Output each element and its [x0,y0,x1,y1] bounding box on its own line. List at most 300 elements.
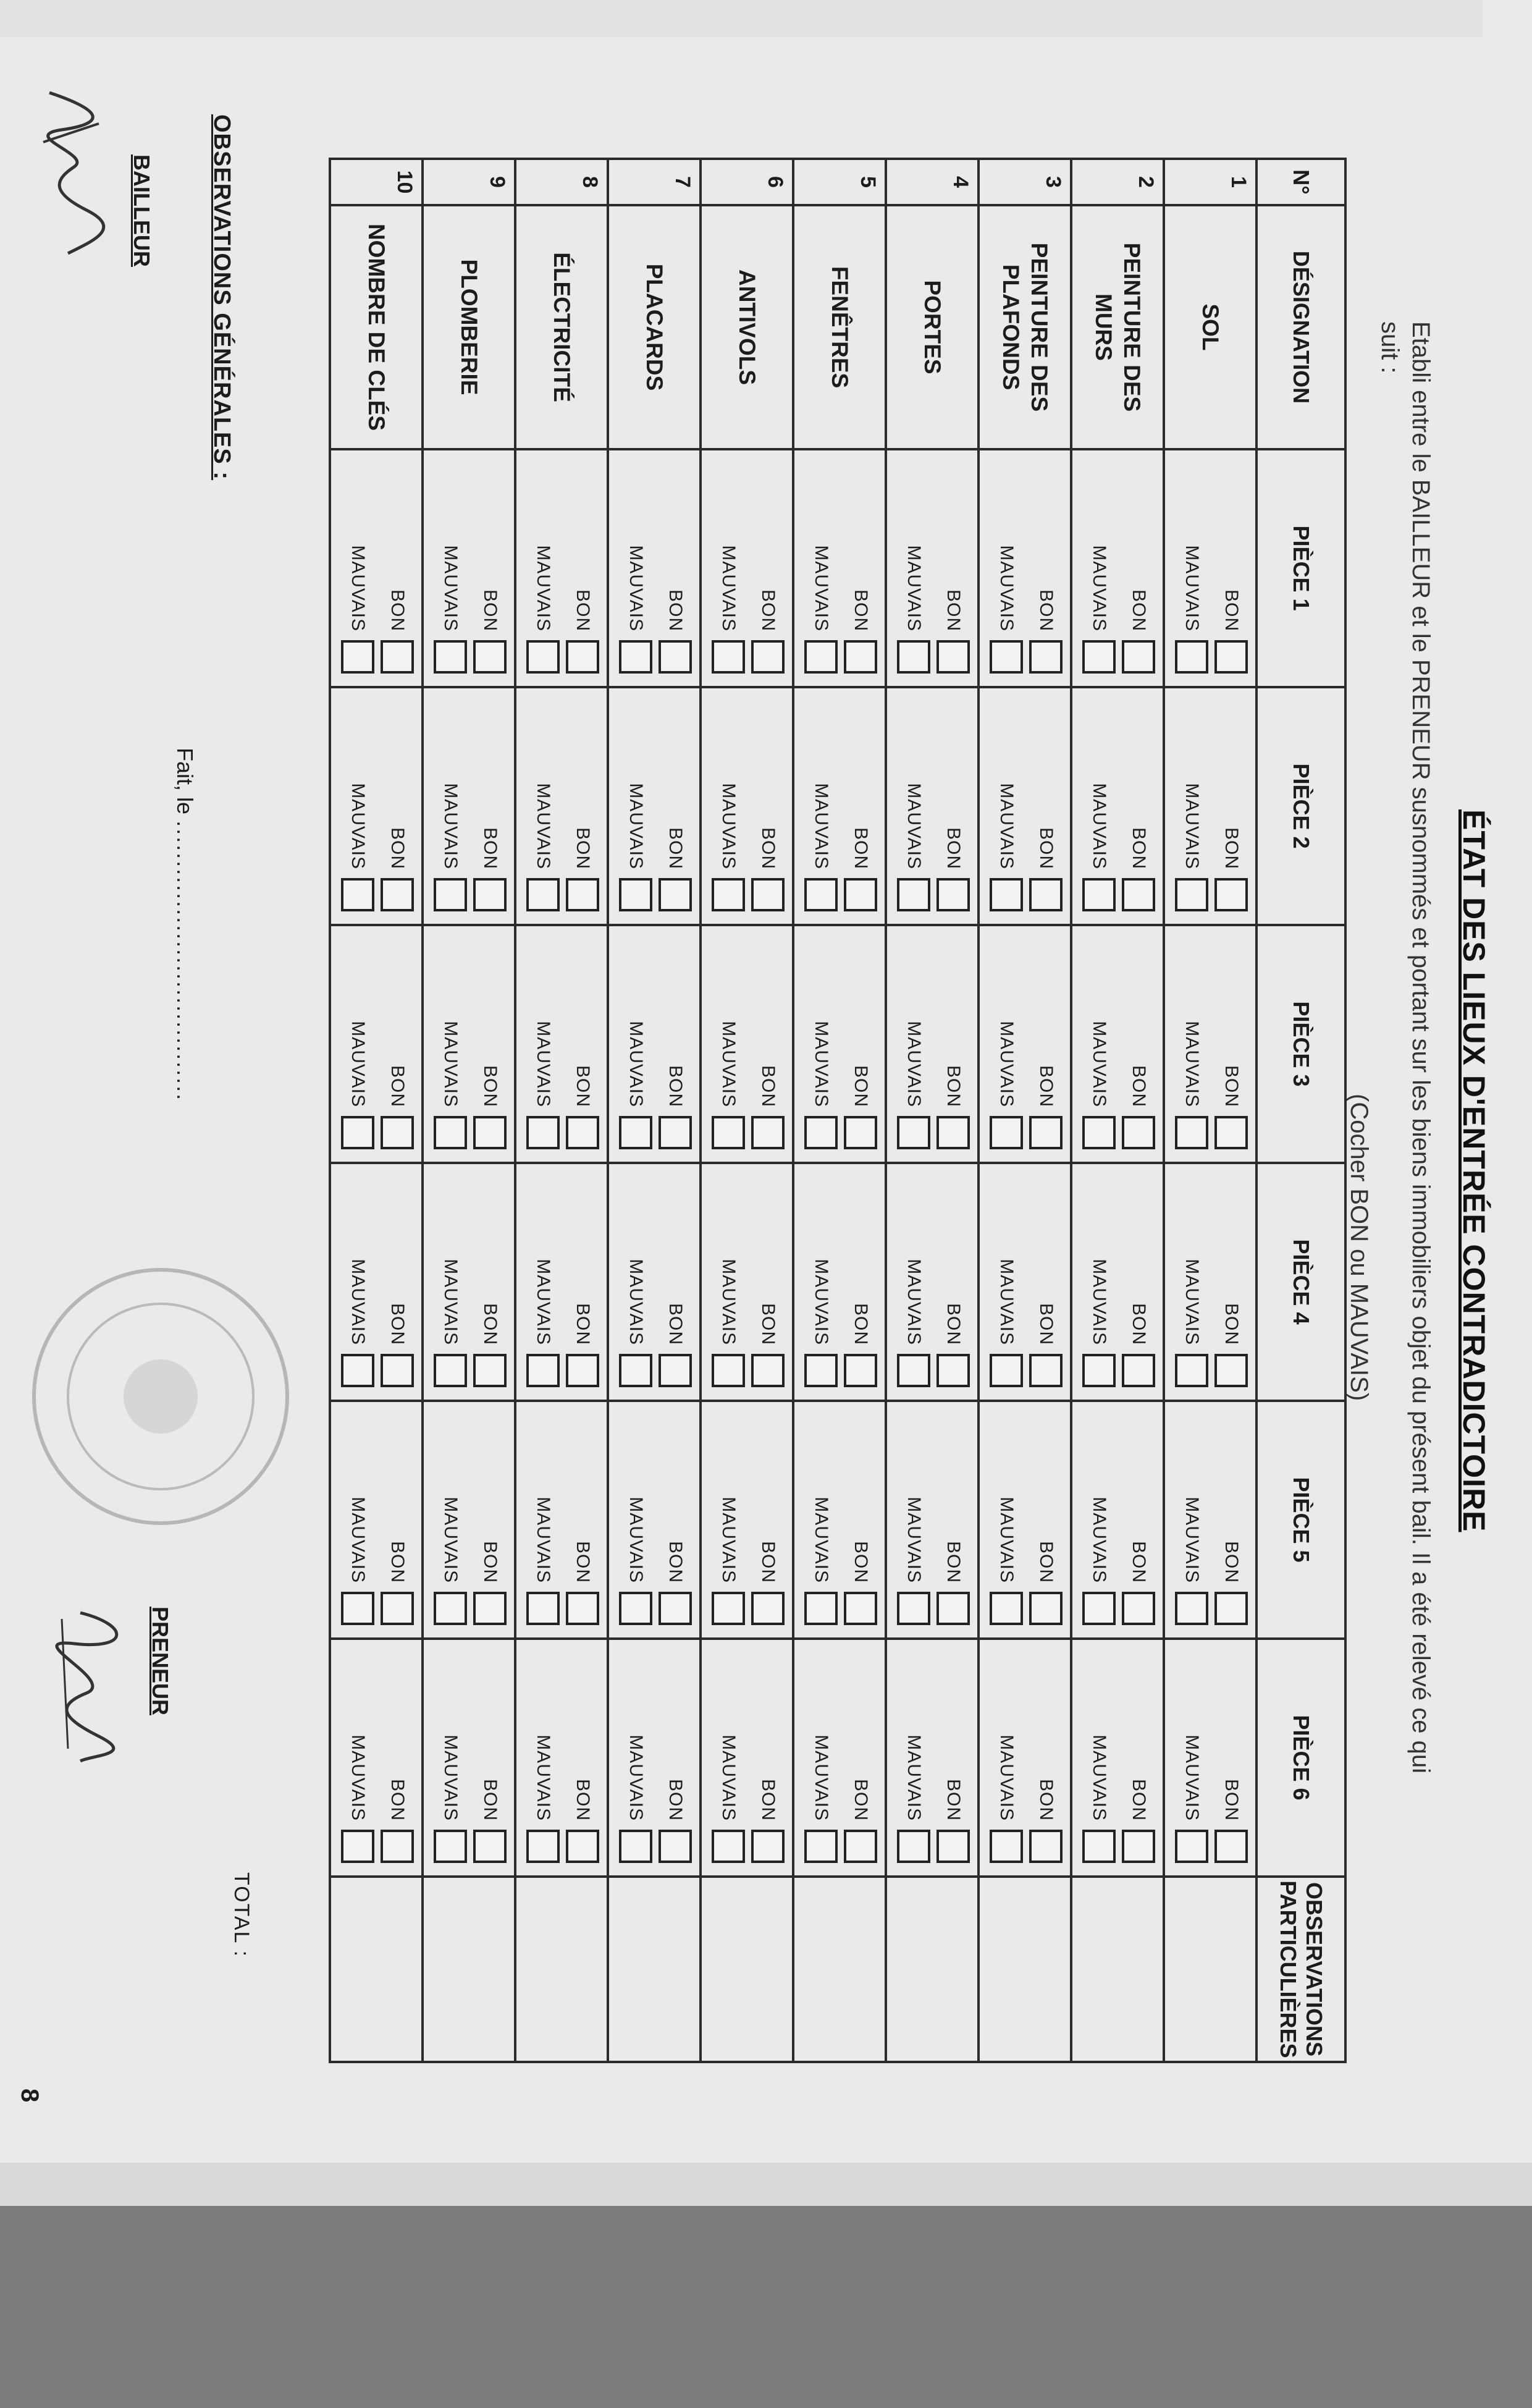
table-header-row [1256,159,1345,2062]
room-2-condition-cell [423,687,515,925]
bon-option [936,1303,970,1387]
row-number [1164,159,1256,205]
mauvais-checkbox[interactable] [619,1830,652,1863]
room-4-condition-cell [423,1163,515,1401]
bon-checkbox[interactable] [659,1592,692,1625]
room-3-condition-cell [979,925,1071,1163]
room-6-condition-cell [701,1639,793,1877]
mauvais-label: MAUVAIS [904,545,924,632]
bon-label: BON [665,827,686,869]
table-row [515,159,608,2062]
bon-checkbox[interactable] [566,1592,599,1625]
bon-option [844,1541,877,1625]
mauvais-option [897,1497,930,1625]
mauvais-label: MAUVAIS [1182,783,1202,869]
mauvais-checkbox[interactable] [712,1830,745,1863]
mauvais-option [619,1021,652,1149]
bon-label: BON [573,827,593,869]
bon-option [473,1779,507,1863]
bon-option [381,827,414,911]
mauvais-checkbox[interactable] [897,1116,930,1149]
mauvais-checkbox[interactable] [526,1354,560,1387]
mauvais-checkbox[interactable] [1175,1354,1208,1387]
row-designation: PLACARDS [608,205,701,449]
bon-checkbox[interactable] [1214,640,1248,674]
bon-option [659,1541,692,1625]
bon-checkbox[interactable] [751,1354,785,1387]
row-designation: NOMBRE DE CLÉS [330,205,423,449]
bon-label: BON [665,1540,686,1583]
row-number-text: 1 [1227,176,1250,188]
bon-label: BON [851,589,871,632]
room-6-condition-cell [1071,1639,1164,1877]
row-number-text: 4 [949,176,972,188]
mauvais-checkbox[interactable] [1082,878,1116,911]
room-5-condition-cell [793,1401,886,1639]
mauvais-option [1175,1021,1208,1149]
mauvais-option [804,783,838,911]
general-observations-label: OBSERVATIONS GÉNÉRALES : [209,114,235,480]
bon-checkbox[interactable] [936,1592,970,1625]
room-5-condition-cell [515,1401,608,1639]
bon-checkbox[interactable] [381,1830,414,1863]
bon-checkbox[interactable] [936,1116,970,1149]
observations-cell[interactable] [1071,1877,1164,2062]
bon-label: BON [1221,1540,1242,1583]
mauvais-checkbox[interactable] [434,1116,467,1149]
bon-checkbox[interactable] [1122,640,1155,674]
bon-option [1214,827,1248,911]
bon-option [844,827,877,911]
bon-checkbox[interactable] [1122,1830,1155,1863]
bon-checkbox[interactable] [566,1354,599,1387]
room-3-condition-cell [701,925,793,1163]
room-1-condition-cell [423,449,515,687]
mauvais-label: MAUVAIS [718,1021,739,1107]
bon-label: BON [1036,1065,1056,1107]
document-title: ÉTAT DES LIEUX D'ENTRÉE CONTRADICTOIRE [1457,809,1491,1532]
header-observations: OBSERVATIONS PARTICULIÈRES [1256,1877,1345,2062]
bon-checkbox[interactable] [844,1354,877,1387]
mauvais-checkbox[interactable] [897,1354,930,1387]
bon-option [566,1541,599,1625]
mauvais-checkbox[interactable] [990,640,1023,674]
bon-option [936,1779,970,1863]
mauvais-checkbox[interactable] [341,1830,374,1863]
bon-label: BON [943,1540,964,1583]
bon-checkbox[interactable] [659,1116,692,1149]
bon-option [1214,1541,1248,1625]
mauvais-label: MAUVAIS [533,1021,553,1107]
bon-label: BON [480,1065,500,1107]
mauvais-option [341,783,374,911]
bon-option [566,1303,599,1387]
mauvais-checkbox[interactable] [897,878,930,911]
bon-label: BON [573,1303,593,1345]
bon-checkbox[interactable] [1029,1830,1063,1863]
mauvais-checkbox[interactable] [712,878,745,911]
mauvais-checkbox[interactable] [341,640,374,674]
bon-label: BON [573,1065,593,1107]
room-2-condition-cell [979,687,1071,925]
mauvais-label: MAUVAIS [1089,1734,1109,1821]
mauvais-label: MAUVAIS [1182,1497,1202,1583]
room-5-condition-cell [979,1401,1071,1639]
bon-checkbox[interactable] [1122,1116,1155,1149]
mauvais-option [1082,1021,1116,1149]
bon-checkbox[interactable] [1029,878,1063,911]
row-number [423,159,515,205]
mauvais-label: MAUVAIS [718,783,739,869]
bon-option [381,589,414,674]
bon-checkbox[interactable] [936,1354,970,1387]
bon-checkbox[interactable] [1214,1592,1248,1625]
mauvais-checkbox[interactable] [526,878,560,911]
mauvais-checkbox[interactable] [1082,640,1116,674]
mauvais-label: MAUVAIS [440,1021,461,1107]
mauvais-option [619,1497,652,1625]
mauvais-label: MAUVAIS [1182,1259,1202,1345]
bon-option [844,1065,877,1149]
bon-checkbox[interactable] [381,640,414,674]
bon-option [473,1541,507,1625]
mauvais-checkbox[interactable] [1082,1592,1116,1625]
bon-checkbox[interactable] [1122,878,1155,911]
mauvais-checkbox[interactable] [1175,1830,1208,1863]
mauvais-checkbox[interactable] [804,1592,838,1625]
room-1-condition-cell [979,449,1071,687]
bon-label: BON [665,1778,686,1821]
mauvais-checkbox[interactable] [1082,1830,1116,1863]
mauvais-option [712,1259,745,1387]
bon-checkbox[interactable] [473,878,507,911]
mauvais-label: MAUVAIS [811,1497,831,1583]
table-row [608,159,701,2062]
bon-checkbox[interactable] [566,1116,599,1149]
bon-checkbox[interactable] [751,640,785,674]
mauvais-option [434,1734,467,1863]
bon-option [936,1065,970,1149]
mauvais-checkbox[interactable] [526,640,560,674]
mauvais-label: MAUVAIS [1182,1734,1202,1821]
bon-checkbox[interactable] [1029,1354,1063,1387]
mauvais-label: MAUVAIS [811,1021,831,1107]
mauvais-checkbox[interactable] [1082,1354,1116,1387]
bon-label: BON [1221,589,1242,632]
mauvais-checkbox[interactable] [341,1116,374,1149]
bon-label: BON [665,589,686,632]
mauvais-checkbox[interactable] [712,640,745,674]
bon-checkbox[interactable] [473,1830,507,1863]
bon-checkbox[interactable] [936,878,970,911]
bon-checkbox[interactable] [1214,1354,1248,1387]
mauvais-checkbox[interactable] [804,1116,838,1149]
row-designation: PLOMBERIE [423,205,515,449]
bon-checkbox[interactable] [844,1830,877,1863]
bon-checkbox[interactable] [936,640,970,674]
room-2-condition-cell [608,687,701,925]
mauvais-checkbox[interactable] [1175,878,1208,911]
bon-checkbox[interactable] [1122,1354,1155,1387]
mauvais-checkbox[interactable] [434,1830,467,1863]
mauvais-option [526,1259,560,1387]
mauvais-checkbox[interactable] [341,1592,374,1625]
row-number-text: 10 [393,170,416,194]
room-3-condition-cell [1071,925,1164,1163]
bon-checkbox[interactable] [473,640,507,674]
room-4-condition-cell [515,1163,608,1401]
mauvais-label: MAUVAIS [1089,545,1109,632]
bon-label: BON [665,1065,686,1107]
bon-checkbox[interactable] [844,1592,877,1625]
bon-checkbox[interactable] [844,1116,877,1149]
bon-option [659,589,692,674]
room-1-condition-cell [515,449,608,687]
room-1-condition-cell [1071,449,1164,687]
bon-option [1214,1779,1248,1863]
bon-option [751,1303,785,1387]
mauvais-label: MAUVAIS [348,1259,368,1345]
bon-option [381,1541,414,1625]
bon-option [659,1065,692,1149]
mauvais-label: MAUVAIS [626,545,646,632]
mauvais-checkbox[interactable] [897,1830,930,1863]
bon-option [659,1779,692,1863]
mauvais-checkbox[interactable] [434,1354,467,1387]
mauvais-checkbox[interactable] [1082,1116,1116,1149]
row-number-text: 5 [856,176,880,188]
mauvais-checkbox[interactable] [619,1116,652,1149]
mauvais-checkbox[interactable] [619,1354,652,1387]
bon-label: BON [480,1303,500,1345]
bon-checkbox[interactable] [1214,1830,1248,1863]
mauvais-checkbox[interactable] [434,878,467,911]
mauvais-option [434,1497,467,1625]
bon-checkbox[interactable] [1029,640,1063,674]
table-row [886,159,979,2062]
bon-checkbox[interactable] [936,1830,970,1863]
bon-checkbox[interactable] [381,1116,414,1149]
room-6-condition-cell [979,1639,1071,1877]
bon-label: BON [758,827,778,869]
mauvais-option [619,783,652,911]
bon-label: BON [387,827,408,869]
bon-label: BON [758,1065,778,1107]
header-room-3: PIÈCE 3 [1256,925,1345,1163]
bon-option [751,1779,785,1863]
bon-checkbox[interactable] [1122,1592,1155,1625]
mauvais-label: MAUVAIS [996,1734,1017,1821]
mauvais-checkbox[interactable] [619,878,652,911]
room-1-condition-cell [793,449,886,687]
mauvais-option [619,1259,652,1387]
bon-label: BON [943,1065,964,1107]
tenant-label: PRENEUR [148,1607,173,1716]
bon-label: BON [851,1065,871,1107]
bon-checkbox[interactable] [566,640,599,674]
bon-checkbox[interactable] [1214,1116,1248,1149]
bon-label: BON [573,589,593,632]
observations-cell[interactable] [979,1877,1071,2062]
bon-label: BON [943,1303,964,1345]
mauvais-option [1082,783,1116,911]
mauvais-checkbox[interactable] [526,1830,560,1863]
mauvais-option [1082,1497,1116,1625]
header-room-6: PIÈCE 6 [1256,1639,1345,1877]
bon-checkbox[interactable] [1029,1116,1063,1149]
mauvais-checkbox[interactable] [990,1354,1023,1387]
intro-line-2: (Cocher BON ou MAUVAIS) [1345,1094,1373,1401]
mauvais-checkbox[interactable] [804,640,838,674]
bon-label: BON [851,1540,871,1583]
bon-label: BON [943,827,964,869]
room-5-condition-cell [423,1401,515,1639]
mauvais-checkbox[interactable] [526,1592,560,1625]
observations-cell[interactable] [793,1877,886,2062]
mauvais-option [1175,1734,1208,1863]
bon-option [844,589,877,674]
mauvais-label: MAUVAIS [811,545,831,632]
mauvais-checkbox[interactable] [1175,1592,1208,1625]
bon-label: BON [943,589,964,632]
room-6-condition-cell [1164,1639,1256,1877]
room-3-condition-cell [886,925,979,1163]
mauvais-option [804,1021,838,1149]
mauvais-label: MAUVAIS [904,1497,924,1583]
mauvais-label: MAUVAIS [1089,1259,1109,1345]
bon-checkbox[interactable] [751,1592,785,1625]
bon-checkbox[interactable] [473,1116,507,1149]
bon-label: BON [758,1540,778,1583]
mauvais-checkbox[interactable] [804,1830,838,1863]
bon-label: BON [1221,827,1242,869]
mauvais-checkbox[interactable] [434,640,467,674]
mauvais-label: MAUVAIS [718,1259,739,1345]
bon-checkbox[interactable] [659,1830,692,1863]
mauvais-option [1082,1734,1116,1863]
header-room-1: PIÈCE 1 [1256,449,1345,687]
room-1-condition-cell [330,449,423,687]
bon-checkbox[interactable] [381,1354,414,1387]
bon-checkbox[interactable] [1214,878,1248,911]
bon-checkbox[interactable] [381,1592,414,1625]
mauvais-label: MAUVAIS [440,1734,461,1821]
bon-checkbox[interactable] [844,640,877,674]
room-6-condition-cell [886,1639,979,1877]
room-6-condition-cell [515,1639,608,1877]
bon-label: BON [387,1540,408,1583]
room-2-condition-cell [330,687,423,925]
bon-option [1122,1303,1155,1387]
room-5-condition-cell [608,1401,701,1639]
observations-cell[interactable] [886,1877,979,2062]
mauvais-checkbox[interactable] [619,1592,652,1625]
mauvais-checkbox[interactable] [434,1592,467,1625]
mauvais-checkbox[interactable] [619,640,652,674]
row-number-text: 6 [764,176,787,188]
row-designation: ANTIVOLS [701,205,793,449]
mauvais-option [434,1021,467,1149]
mauvais-option [341,1497,374,1625]
bon-option [381,1779,414,1863]
bon-checkbox[interactable] [844,878,877,911]
bon-checkbox[interactable] [751,1116,785,1149]
observations-cell[interactable] [701,1877,793,2062]
bon-checkbox[interactable] [659,1354,692,1387]
bon-label: BON [1129,1303,1149,1345]
observations-cell[interactable] [608,1877,701,2062]
mauvais-checkbox[interactable] [712,1354,745,1387]
mauvais-label: MAUVAIS [626,1497,646,1583]
mauvais-label: MAUVAIS [1089,1021,1109,1107]
mauvais-option [897,783,930,911]
bon-checkbox[interactable] [1029,1592,1063,1625]
mauvais-checkbox[interactable] [897,640,930,674]
observations-cell[interactable] [1164,1877,1256,2062]
bon-option [936,827,970,911]
mauvais-checkbox[interactable] [526,1116,560,1149]
bon-label: BON [1129,589,1149,632]
bon-label: BON [387,1065,408,1107]
bon-checkbox[interactable] [566,1830,599,1863]
bon-checkbox[interactable] [381,878,414,911]
intro-text [1344,321,1436,1780]
mauvais-checkbox[interactable] [341,878,374,911]
mauvais-label: MAUVAIS [348,545,368,632]
mauvais-label: MAUVAIS [626,1259,646,1345]
bon-checkbox[interactable] [473,1592,507,1625]
mauvais-checkbox[interactable] [990,1116,1023,1149]
observations-cell[interactable] [423,1877,515,2062]
mauvais-checkbox[interactable] [1175,1116,1208,1149]
mauvais-label: MAUVAIS [904,1259,924,1345]
header-designation: DÉSIGNATION [1256,205,1345,449]
room-3-condition-cell [515,925,608,1163]
bon-checkbox[interactable] [751,1830,785,1863]
mauvais-option [1082,1259,1116,1387]
mauvais-checkbox[interactable] [990,1830,1023,1863]
row-number-text: 9 [486,176,509,188]
mauvais-option [341,1734,374,1863]
mauvais-checkbox[interactable] [990,1592,1023,1625]
mauvais-checkbox[interactable] [1175,640,1208,674]
mauvais-checkbox[interactable] [990,878,1023,911]
bon-label: BON [665,1303,686,1345]
mauvais-checkbox[interactable] [804,1354,838,1387]
mauvais-checkbox[interactable] [712,1592,745,1625]
bon-checkbox[interactable] [566,878,599,911]
bon-checkbox[interactable] [751,878,785,911]
mauvais-checkbox[interactable] [341,1354,374,1387]
mauvais-option [1175,1259,1208,1387]
mauvais-checkbox[interactable] [712,1116,745,1149]
mauvais-checkbox[interactable] [897,1592,930,1625]
mauvais-checkbox[interactable] [804,878,838,911]
bon-checkbox[interactable] [659,878,692,911]
observations-cell[interactable] [330,1877,423,2062]
condition-table [329,158,1347,2063]
room-6-condition-cell [608,1639,701,1877]
mauvais-option [434,1259,467,1387]
row-designation: FENÊTRES [793,205,886,449]
bon-option [936,589,970,674]
bon-checkbox[interactable] [473,1354,507,1387]
bon-label: BON [758,589,778,632]
mauvais-option [712,545,745,674]
observations-cell[interactable] [515,1877,608,2062]
bon-label: BON [943,1778,964,1821]
bon-checkbox[interactable] [659,640,692,674]
